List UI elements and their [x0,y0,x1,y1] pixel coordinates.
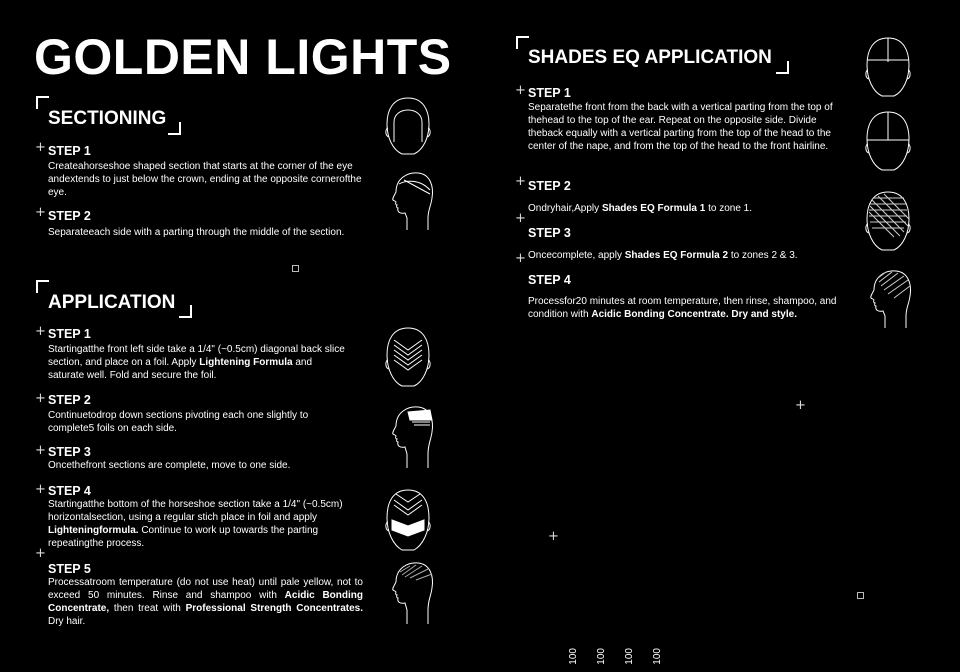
step-heading: STEP 2 [48,393,91,407]
head-top-icon [864,190,912,254]
page-title: GOLDEN LIGHTS [34,29,452,85]
step-heading: STEP 1 [528,86,571,100]
crosshair-icon: + [515,83,526,98]
step-text: Startingatthe bottom of the horseshoe section take a 1/4" (~0.5cm) horizontalsection, using a regular stich place in foil and apply Lighteningformula. Continue to work up towards the parting repeatingthe process. [48,499,343,549]
color-bar-label: 100 [568,648,579,665]
step-text: Continuetodrop down sections pivoting each one slightly to complete5 foils on each side. [48,410,309,434]
step-text: Separatethe front from the back with a vertical parting from the top of thehead to the top of the ear. Repeat on the opposite side. Divide theback equally with a vertical parting from the top of the head to the center of the nape, and from the top of the head to the front hairline. [528,102,833,152]
head-top-icon [384,326,432,390]
crosshair-icon: + [548,529,559,544]
step-heading: STEP 3 [48,445,91,459]
head-top-icon [864,110,912,174]
step-heading: STEP 2 [528,179,571,193]
head-top-icon [384,488,432,554]
crosshair-icon: + [35,443,46,458]
step-text: Ondryhair,Apply Shades EQ Formula 1 to zone 1. [528,203,753,214]
step-text: Createahorseshoe shaped section that starts at the corner of the eye andextends to just below the crown, ending at the opposite cornerofthe eye. [48,161,362,198]
step-text: Startingatthe front left side take a 1/4" (~0.5cm) diagonal back slice section, and place on a foil. Apply Lightening Formula and saturate well. Fold and secure the foil. [48,344,345,381]
frame-corner [776,61,789,74]
crosshair-icon: + [35,140,46,155]
step-text: Processatroom temperature (do not use heat) until pale yellow, not to exceed 50 minutes. Rinse and shampoo with Acidic Bonding Concentrate, then treat with Professional Strength Concentrates. Dry hair. [48,577,363,627]
step-heading: STEP 2 [48,209,91,223]
crosshair-icon: + [35,391,46,406]
color-bar-label: 100 [624,648,635,665]
registration-mark [292,265,299,272]
color-bar-label: 100 [596,648,607,665]
section-title-sectioning: SECTIONING [48,108,167,129]
crosshair-icon: + [515,251,526,266]
color-bar-label: 100 [652,648,663,665]
section-title-application: APPLICATION [48,292,176,313]
step-heading: STEP 1 [48,144,91,158]
head-profile-icon [390,404,436,470]
registration-mark [857,592,864,599]
frame-corner [179,305,192,318]
head-top-icon [864,36,912,100]
crosshair-icon: + [35,324,46,339]
head-top-icon [384,96,432,158]
head-profile-icon [868,268,914,330]
step-heading: STEP 5 [48,562,91,576]
section-title-shades: SHADES EQ APPLICATION [528,47,772,68]
crosshair-icon: + [515,211,526,226]
step-heading: STEP 1 [48,327,91,341]
crosshair-icon: + [35,482,46,497]
step-heading: STEP 3 [528,226,571,240]
step-heading: STEP 4 [528,273,571,287]
step-text: Separateeach side with a parting through the middle of the section. [48,227,345,238]
head-profile-icon [390,560,436,626]
crosshair-icon: + [35,205,46,220]
step-heading: STEP 4 [48,484,91,498]
crosshair-icon: + [515,174,526,189]
step-text: Oncecomplete, apply Shades EQ Formula 2 to zones 2 & 3. [528,250,798,261]
crosshair-icon: + [795,398,806,413]
step-text: Processfor20 minutes at room temperature, then rinse, shampoo, and condition with Acidic Bonding Concentrate. Dry and style. [528,296,837,320]
step-text: Oncethefront sections are complete, move to one side. [48,460,291,471]
frame-corner [168,122,181,135]
head-profile-icon [390,170,436,232]
crosshair-icon: + [35,546,46,561]
